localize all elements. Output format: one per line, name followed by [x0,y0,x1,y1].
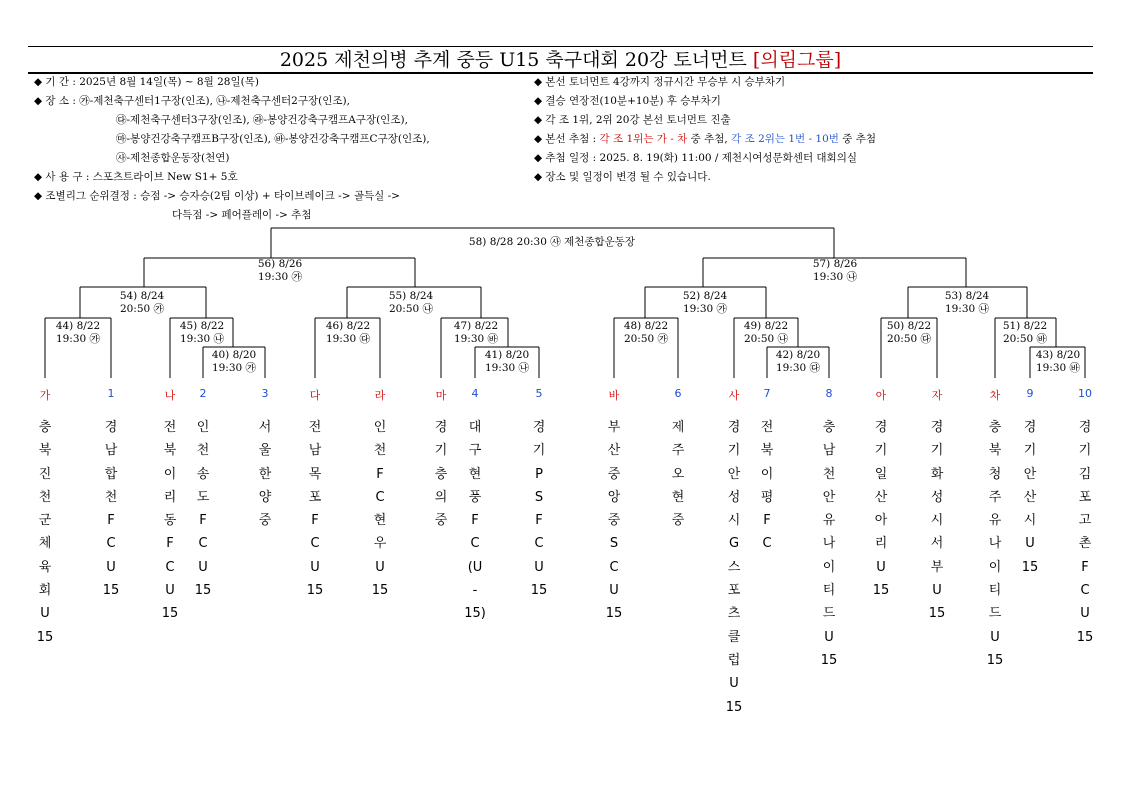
info-ranking-1: ◆ 조별리그 순위결정 : 승점 -> 승자승(2팀 이상) + 타이브레이크 -> 골득실 -> [34,190,400,202]
info-ranking-2: 다득점 -> 페어플레이 -> 추첨 [172,209,312,221]
match-53-label: 53) 8/24 19:30 ㉯ [944,290,990,315]
team-name: 인 천 송 도 F C U 15 [194,420,212,599]
team-name: 서 울 한 양 중 [258,420,272,529]
match-40-label: 40) 8/20 19:30 ㉮ [211,349,257,374]
slot-label: 다 [309,389,321,402]
match-45-label: 45) 8/22 19:30 ㉯ [179,320,225,345]
team-name: 충 북 진 천 군 체 육 회 U 15 [36,420,54,645]
team-name: 전 북 이 리 동 F C U 15 [161,420,179,622]
slot-label: 4 [471,387,479,400]
match-56-label: 56) 8/26 19:30 ㉮ [257,258,303,283]
slot-label: 9 [1026,387,1034,400]
match-46-label: 46) 8/22 19:30 ㉰ [325,320,371,345]
match-51-label: 51) 8/22 20:50 ㉳ [1002,320,1048,345]
team-name: 인 천 F C 현 우 U 15 [371,420,389,599]
team-name: 전 북 이 평 F C [760,420,774,552]
team-name: 경 기 안 성 시 G 스 포 츠 클 럽 U 15 [725,420,743,715]
info-venue-1: ◆ 장 소 : ㉮-제천축구센터1구장(인조), ㉯-제천축구센터2구장(인조), [34,95,350,107]
slot-label: 1 [107,387,115,400]
team-name: 제 주 오 현 중 [671,420,685,529]
match-54-label: 54) 8/24 20:50 ㉮ [119,290,165,315]
match-52-label: 52) 8/24 19:30 ㉮ [682,290,728,315]
team-name: 전 남 목 포 F C U 15 [306,420,324,599]
info-change-notice: ◆ 장소 및 일정이 변경 될 수 있습니다. [534,171,711,183]
info-venue-2: ㉰-제천축구센터3구장(인조), ㉱-봉양건강축구캠프A구장(인조), [116,114,408,126]
slot-label: 10 [1078,387,1092,400]
slot-label: 3 [261,387,269,400]
match-49-label: 49) 8/22 20:50 ㉯ [743,320,789,345]
match-42-label: 42) 8/20 19:30 ㉰ [775,349,821,374]
team-name: 경 기 충 의 중 [434,420,448,529]
match-47-label: 47) 8/22 19:30 ㉳ [453,320,499,345]
slot-label: 마 [435,389,447,402]
team-name: 충 남 천 안 유 나 이 티 드 U 15 [820,420,838,668]
match-57-label: 57) 8/26 19:30 ㉯ [812,258,858,283]
match-41-label: 41) 8/20 19:30 ㉯ [484,349,530,374]
slot-label: 8 [825,387,833,400]
title-group: [의림그룹] [752,49,842,71]
team-name: 부 산 중 앙 중 S C U 15 [605,420,623,622]
team-name: 경 기 화 성 시 서 부 U 15 [928,420,946,622]
match-43-label: 43) 8/20 19:30 ㉳ [1035,349,1081,374]
info-draw-schedule: ◆ 추첨 일정 : 2025. 8. 19(화) 11:00 / 제천시여성문화센터 대회의실 [534,152,857,164]
info-venue-3: ㉲-봉양건강축구캠프B구장(인조), ㉳-봉양건강축구캠프C구장(인조), [116,133,430,145]
slot-label: 아 [875,389,887,402]
slot-label: 자 [931,389,943,402]
info-period: ◆ 기 간 : 2025년 8월 14일(목) ~ 8월 28일(목) [34,76,259,88]
team-name: 충 북 청 주 유 나 이 티 드 U 15 [986,420,1004,668]
slot-label: 차 [989,389,1001,402]
slot-label: 나 [164,389,176,402]
team-name: 경 남 합 천 F C U 15 [102,420,120,599]
slot-label: 가 [39,389,51,402]
info-advance: ◆ 각 조 1위, 2위 20강 본선 토너먼트 진출 [534,114,731,126]
info-venue-4: ㉴-제천종합운동장(천연) [116,152,230,164]
team-name: 경 기 일 산 아 리 U 15 [872,420,890,599]
slot-label: 6 [674,387,682,400]
slot-label: 5 [535,387,543,400]
title-text: 2025 제천의병 추계 중등 U15 축구대회 20강 토너먼트 [279,49,747,71]
slot-label: 2 [199,387,207,400]
info-draw-rule: ◆ 본선 추첨 : 각 조 1위는 가 - 차 중 추첨, 각 조 2위는 1번 - 10번 중 추첨 [534,133,877,145]
slot-label: 사 [728,389,740,402]
slot-label: 바 [608,389,620,402]
info-ball: ◆ 사 용 구 : 스포츠트라이브 New S1+ 5호 [34,171,238,183]
team-name: 경 기 김 포 고 촌 F C U 15 [1076,420,1094,645]
team-name: 경 기 안 산 시 U 15 [1021,420,1039,575]
slot-label: 7 [763,387,771,400]
match-50-label: 50) 8/22 20:50 ㉰ [886,320,932,345]
match-48-label: 48) 8/22 20:50 ㉮ [623,320,669,345]
info-final-extra: ◆ 결승 연장전(10분+10분) 후 승부차기 [534,95,721,107]
match-58-label: 58) 8/28 20:30 ㉴ 제천종합운동장 [468,236,636,248]
info-tiebreak: ◆ 본선 토너먼트 4강까지 정규시간 무승부 시 승부차기 [534,76,786,88]
slot-label: 라 [374,389,386,402]
team-name: 대 구 현 풍 F C (U - 15) [464,420,486,622]
match-44-label: 44) 8/22 19:30 ㉮ [55,320,101,345]
match-55-label: 55) 8/24 20:50 ㉯ [388,290,434,315]
team-name: 경 기 P S F C U 15 [530,420,548,599]
